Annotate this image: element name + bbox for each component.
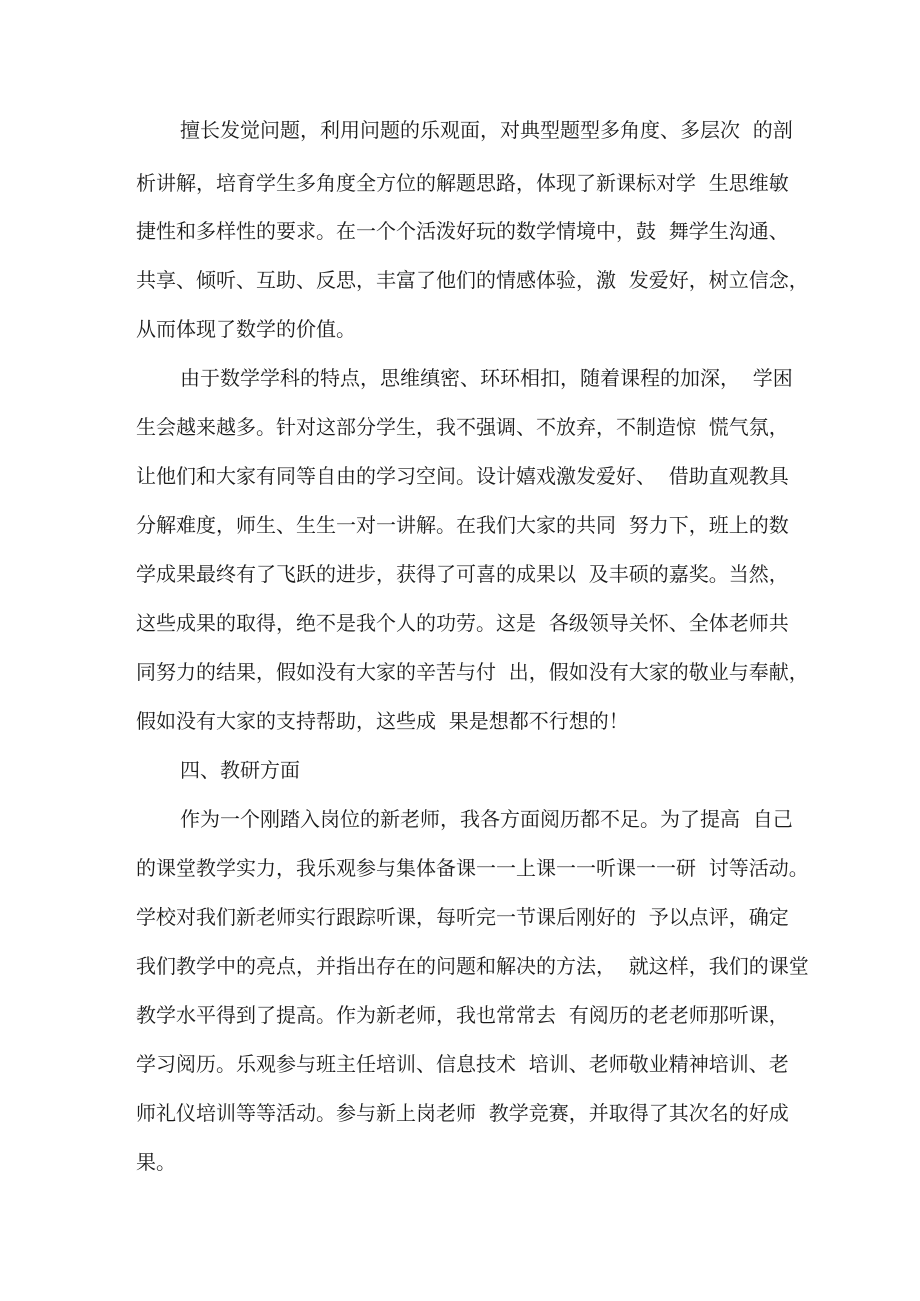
- paragraph-3-line-2: 的课堂教学实力，我乐观参与集体备课一一上课一一听课一一研 讨等活动。: [136, 856, 809, 880]
- paragraph-1-line-3: 捷性和多样性的要求。在一个个活泼好玩的数学情境中，鼓 舞学生沟通、: [136, 219, 789, 243]
- section-heading: 四、教研方面: [180, 758, 300, 782]
- paragraph-1-line-4: 共享、倾听、互助、反思，丰富了他们的情感体验，激 发爱好，树立信念，: [136, 268, 809, 292]
- paragraph-3-line-6: 学习阅历。乐观参与班主任培训、信息技术 培训、老师敬业精神培训、老: [136, 1052, 789, 1076]
- paragraph-2-line-7: 同努力的结果，假如没有大家的辛苦与付 出，假如没有大家的敬业与奉献，: [136, 660, 809, 684]
- paragraph-2-line-1: 由于数学学科的特点，思维缜密、环环相扣，随着课程的加深， 学困: [180, 366, 793, 390]
- paragraph-3-line-5: 教学水平得到了提高。作为新老师，我也常常去 有阅历的老老师那听课，: [136, 1003, 789, 1027]
- paragraph-1-line-2: 析讲解，培育学生多角度全方位的解题思路，体现了新课标对学 生思维敏: [136, 171, 789, 195]
- paragraph-3-line-1: 作为一个刚踏入岗位的新老师，我各方面阅历都不足。为了提高 自己: [180, 807, 793, 831]
- paragraph-2-line-2: 生会越来越多。针对这部分学生，我不强调、不放弃，不制造惊 慌气氛，: [136, 415, 789, 439]
- paragraph-2-line-3: 让他们和大家有同等自由的学习空间。设计嬉戏激发爱好、 借助直观教具: [136, 464, 789, 488]
- paragraph-1-line-1: 擅长发觉问题，利用问题的乐观面，对典型题型多角度、多层次 的剖: [180, 118, 793, 142]
- paragraph-3-line-8: 果。: [136, 1150, 176, 1174]
- paragraph-3-line-4: 我们教学中的亮点，并指出存在的问题和解决的方法， 就这样，我们的课堂: [136, 954, 809, 978]
- paragraph-2-line-8: 假如没有大家的支持帮助，这些成 果是想都不行想的！: [136, 709, 629, 733]
- paragraph-1-line-5: 从而体现了数学的价值。: [136, 317, 356, 341]
- paragraph-2-line-4: 分解难度，师生、生生一对一讲解。在我们大家的共同 努力下，班上的数: [136, 513, 789, 537]
- paragraph-3-line-7: 师礼仪培训等等活动。参与新上岗老师 教学竞赛，并取得了其次名的好成: [136, 1101, 789, 1125]
- paragraph-2-line-5: 学成果最终有了飞跃的进步，获得了可喜的成果以 及丰硕的嘉奖。当然，: [136, 562, 789, 586]
- paragraph-3-line-3: 学校对我们新老师实行跟踪听课，每听完一节课后刚好的 予以点评，确定: [136, 905, 789, 929]
- paragraph-2-line-6: 这些成果的取得，绝不是我个人的功劳。这是 各级领导关怀、全体老师共: [136, 611, 789, 635]
